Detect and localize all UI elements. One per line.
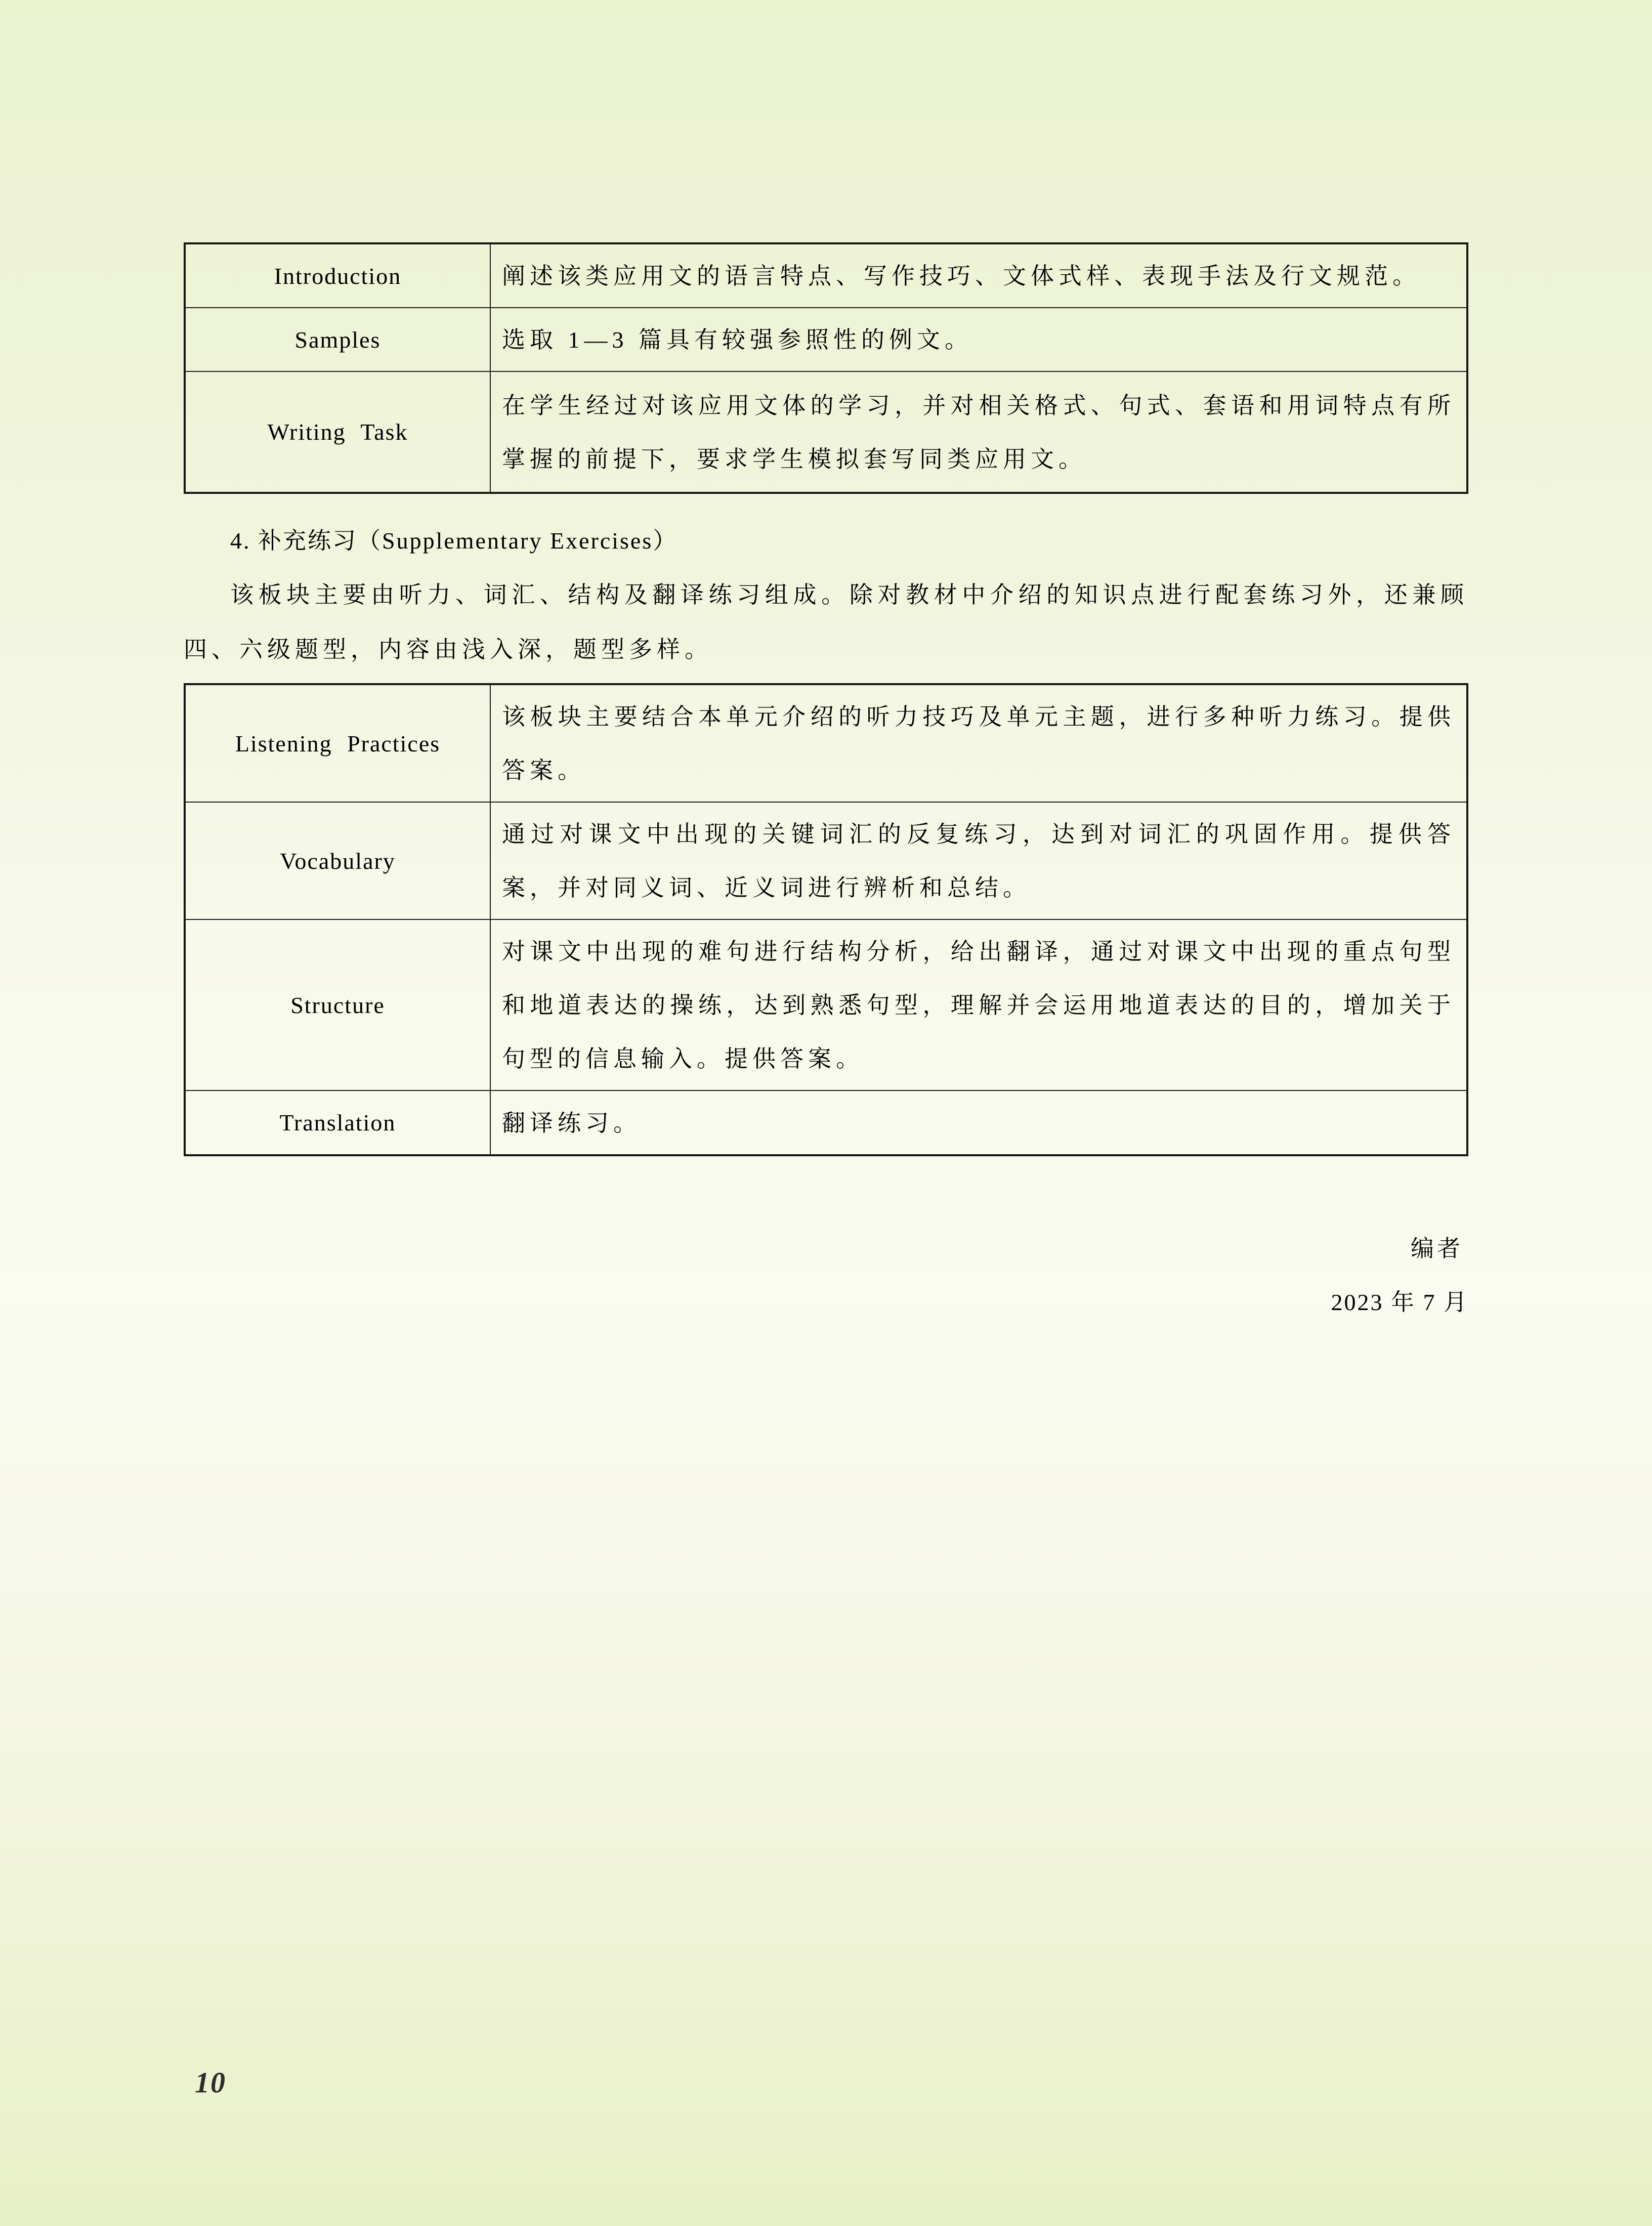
supplementary-exercises-table	[184, 683, 1468, 1156]
section-heading: 4. 补充练习（Supplementary Exercises）	[230, 528, 678, 554]
writing-section-table	[184, 242, 1468, 494]
row-label: Introduction	[185, 243, 490, 308]
signature-author: 编者	[1411, 1236, 1463, 1262]
table-row	[185, 308, 1467, 371]
row-label: Listening Practices	[185, 684, 490, 802]
page-content	[184, 242, 1468, 1329]
row-description: 通过对课文中出现的关键词汇的反复练习，达到对词汇的巩固作用。提供答案，并对同义词、近义词进行辨析和总结。	[490, 802, 1467, 919]
signature-date: 2023 年 7 月	[1331, 1289, 1468, 1315]
row-label: Vocabulary	[185, 802, 490, 919]
table-row	[185, 684, 1467, 802]
table-row	[185, 371, 1467, 493]
row-description: 对课文中出现的难句进行结构分析，给出翻译，通过对课文中出现的重点句型和地道表达的操练，达到熟悉句型，理解并会运用地道表达的目的，增加关于句型的信息输入。提供答案。	[490, 919, 1467, 1090]
row-label: Structure	[185, 919, 490, 1090]
row-description: 该板块主要结合本单元介绍的听力技巧及单元主题，进行多种听力练习。提供答案。	[490, 684, 1467, 802]
table-row	[185, 802, 1467, 919]
body-paragraph: 该板块主要由听力、词汇、结构及翻译练习组成。除对教材中介绍的知识点进行配套练习外，还兼顾四、六级题型，内容由浅入深，题型多样。	[184, 582, 1468, 662]
table-row	[185, 243, 1467, 308]
signature-block	[184, 1222, 1468, 1329]
row-label: Samples	[185, 308, 490, 371]
table-row	[185, 919, 1467, 1090]
row-description: 阐述该类应用文的语言特点、写作技巧、文体式样、表现手法及行文规范。	[490, 243, 1467, 308]
row-description: 翻译练习。	[490, 1090, 1467, 1155]
row-label: Translation	[185, 1090, 490, 1155]
table-row	[185, 1090, 1467, 1155]
row-description: 在学生经过对该应用文体的学习，并对相关格式、句式、套语和用词特点有所掌握的前提下，要求学生模拟套写同类应用文。	[490, 371, 1467, 493]
row-description: 选取 1—3 篇具有较强参照性的例文。	[490, 308, 1467, 371]
page-number: 10	[195, 2066, 226, 2099]
row-label: Writing Task	[185, 371, 490, 493]
